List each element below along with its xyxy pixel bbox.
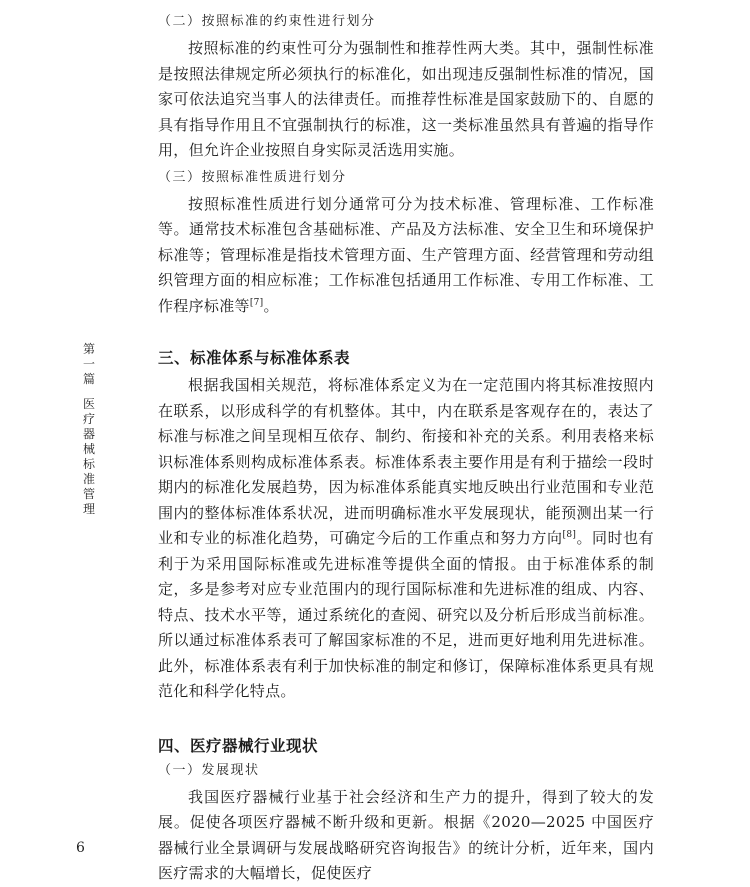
standard-system-heading: 三、标准体系与标准体系表 [158, 349, 351, 367]
standard-system-paragraph [158, 373, 654, 705]
side-title-char: 标 [82, 457, 95, 471]
nature-paragraph [158, 192, 654, 320]
side-part-char: 篇 [82, 372, 95, 386]
development-subheading: （一）发展现状 [158, 762, 260, 778]
side-title-char: 管 [82, 487, 95, 501]
standard-system-text-b: 。同时也有利于为采用国际标准或先进标准等提供全面的情报。由于标准体系的制定，多是参考对应专业范围内的现行国际标准和先进标准的组成、内容、特点、技术水平等，通过系统化的查阅、研究以及分析后形成当前标准。所以通过标准体系表可了解国家标准的不足，进而更好地利用先进标准。此外，标准体系表有利于加快标准的制定和修订，保障标准体系更具有规范化和科学化特点。 [158, 529, 654, 700]
citation-ref-8: [8] [562, 530, 577, 540]
side-part-char: 一 [82, 357, 95, 371]
side-title-char: 疗 [82, 412, 95, 426]
constraint-subheading: （二）按照标准的约束性进行划分 [158, 14, 376, 29]
side-title-char: 械 [82, 442, 95, 456]
standard-system-text-a: 根据我国相关规范，将标准体系定义为在一定范围内将其标准按照内在联系，以形成科学的有机整体。其中，内在联系是客观存在的，表达了标准与标准之间呈现相互依存、制约、衔接和补充的关系。利用表格来标识标准体系则构成标准体系表。标准体系表主要作用是有利于描绘一段时期内的标准化发展趋势，因为标准体系能真实地反映出行业范围和专业范围内的整体标准体系状况，进而明确标准水平发展现状，能预测出某一行业和专业的标准化趋势，可确定今后的工作重点和努力方向 [158, 376, 654, 547]
side-running-title [80, 342, 98, 517]
development-paragraph: 我国医疗器械行业基于社会经济和生产力的提升，得到了较大的发展。促使各项医疗器械不断升级和更新。根据《2020—2025 中国医疗器械行业全景调研与发展战略研究咨询报告》的统计分析，近年来，国内医疗需求的大幅增长，促使医疗 [158, 787, 654, 882]
side-title-char: 理 [82, 502, 95, 516]
page-number: 6 [76, 840, 85, 856]
nature-paragraph-text: 按照标准性质进行划分通常可分为技术标准、管理标准、工作标准等。通常技术标准包含基础标准、产品及方法标准、安全卫生和环境保护标准等；管理标准是指技术管理方面、生产管理方面、经营管理和劳动组织管理方面的相应标准；工作标准包括通用工作标准、专用工作标准、工作程序标准等 [158, 194, 654, 315]
nature-paragraph-end: 。 [263, 296, 279, 315]
side-title-char: 医 [82, 397, 95, 411]
side-part-char: 第 [82, 342, 95, 356]
constraint-paragraph: 按照标准的约束性可分为强制性和推荐性两大类。其中，强制性标准是按照法律规定所必须执行的标准化，如出现违反强制性标准的情况，国家可依法追究当事人的法律责任。而推荐性标准是国家鼓励下的、自愿的具有指导作用且不宜强制执行的标准，这一类标准虽然具有普遍的指导作用，但允许企业按照自身实际灵活选用实施。 [158, 39, 654, 159]
body-text [158, 10, 654, 887]
citation-ref-7: [7] [249, 297, 264, 308]
industry-status-heading: 四、医疗器械行业现状 [158, 736, 319, 755]
side-title-char: 器 [82, 427, 95, 441]
nature-subheading: （三）按照标准性质进行划分 [158, 169, 347, 185]
side-title-char: 准 [82, 472, 95, 486]
